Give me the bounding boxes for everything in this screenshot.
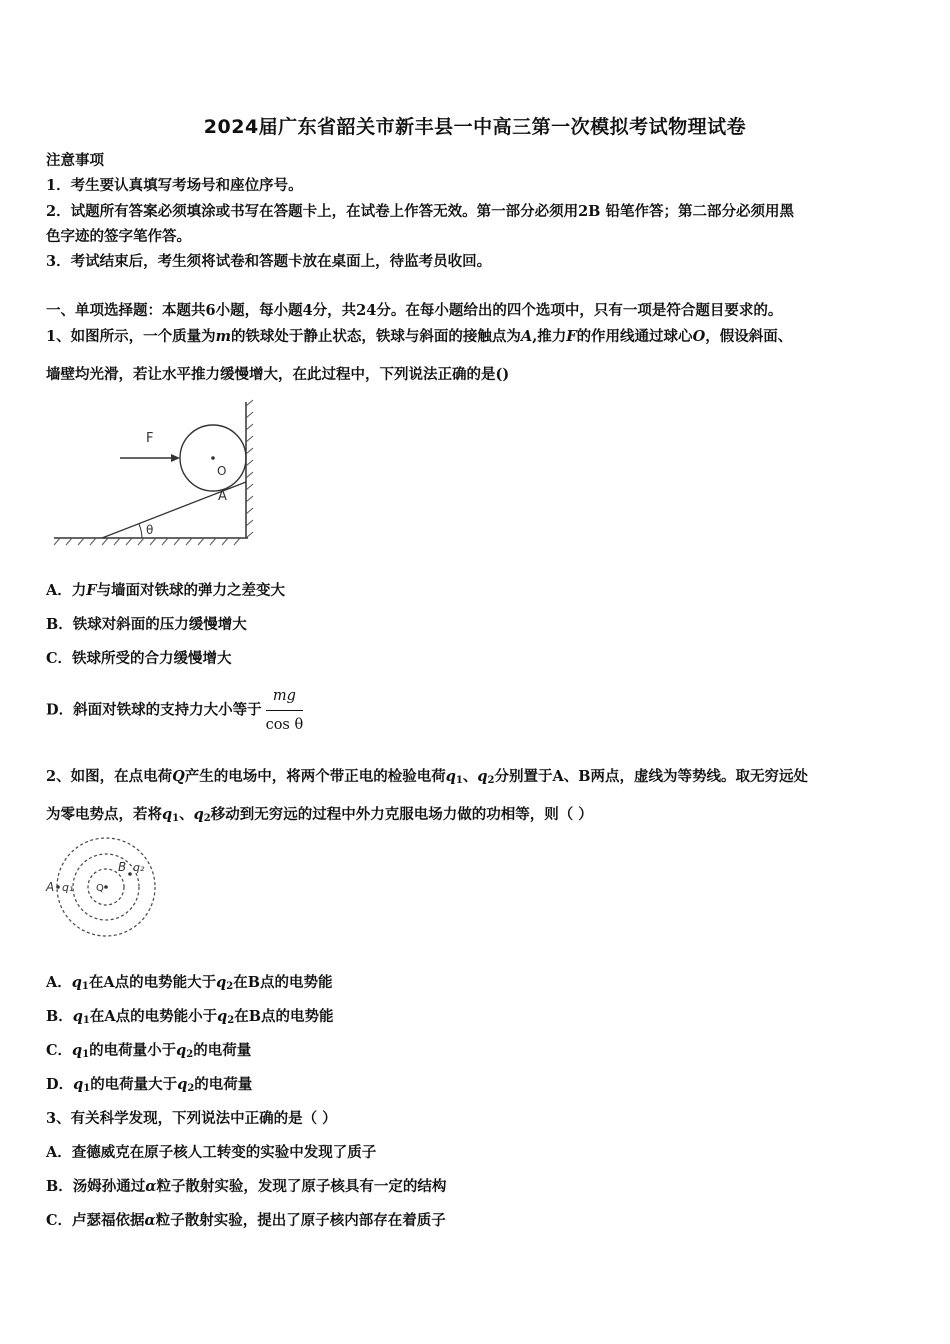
q3-optC-prefix: C．卢瑟福依据 <box>46 1212 145 1229</box>
q2-option-B <box>46 1008 334 1030</box>
q2-optD-end: 的电荷量 <box>194 1076 253 1093</box>
q1-optD-text: D．斜面对铁球的支持力大小等于 <box>46 701 262 719</box>
q2-line2-sep: 、 <box>179 806 194 823</box>
q2-optC-prefix: C． <box>46 1042 73 1059</box>
q1-option-D <box>46 684 303 737</box>
q2-optC-q1: q <box>72 1042 83 1059</box>
notice-item-2: 2．试题所有答案必须填涂或书写在答题卡上，在试卷上作答无效。第一部分必须用2B 铅笔作答；第二部分必须用黑 <box>46 203 794 220</box>
label-B: B <box>118 860 127 874</box>
q1-stem-c: ,推力 <box>532 328 567 345</box>
q1-option-C: C．铁球所受的合力缓慢增大 <box>46 650 232 667</box>
q2-q2-subscript: 2 <box>487 775 495 786</box>
q2-optA-q1-sub: 1 <box>81 981 89 992</box>
q2-stem-a: 2、如图，在点电荷 <box>46 768 173 785</box>
theta-arc <box>139 524 142 538</box>
q1-point-A: A <box>520 328 533 345</box>
q2-optD-mid: 的电荷量大于 <box>90 1076 178 1093</box>
q2-optD-q1: q <box>73 1076 84 1093</box>
q3-option-C <box>46 1212 446 1230</box>
q2-optA-mid: 在A点的电势能大于 <box>88 974 217 991</box>
q2-optB-q1-sub: 1 <box>82 1015 90 1026</box>
q2-optD-q2: q <box>177 1076 188 1093</box>
q2-charge-Q: Q <box>172 768 185 785</box>
q3-option-A: A．查德威克在原子核人工转变的实验中发现了质子 <box>46 1144 377 1161</box>
q1-optA-text: 与墙面对铁球的弹力之差变大 <box>96 582 286 599</box>
label-q2: q₂ <box>133 861 145 874</box>
page-title: 2024届广东省韶关市新丰县一中高三第一次模拟考试物理试卷 <box>203 116 747 138</box>
label-theta: θ <box>146 523 154 537</box>
q1-optA-F: F <box>86 582 97 599</box>
label-F: F <box>146 431 154 446</box>
notice-heading: 注意事项 <box>46 152 104 169</box>
q1-stem-b: 的铁球处于静止状态，铁球与斜面的接触点为 <box>230 328 521 345</box>
notice-item-1: 1．考生要认真填写考场号和座位序号。 <box>46 177 303 194</box>
q2-optC-end: 的电荷量 <box>193 1042 252 1059</box>
q2-optB-prefix: B． <box>46 1008 73 1025</box>
point-B-dot <box>128 872 132 876</box>
q3-option-B <box>46 1178 446 1196</box>
q3-optC-text: 粒子散射实验，提出了原子核内部存在着质子 <box>155 1212 446 1229</box>
charge-Q-dot <box>104 885 108 889</box>
q2-stem-line2 <box>46 806 593 828</box>
q2-q1-symbol: q <box>445 768 456 785</box>
q2-stem <box>46 768 808 790</box>
q3-stem: 3、有关科学发现，下列说法中正确的是（ ） <box>46 1110 337 1127</box>
q2-line2-q2-sub: 2 <box>203 813 211 824</box>
wall-hatching <box>246 400 253 538</box>
label-A: A <box>218 489 227 504</box>
fraction-numerator: mg <box>266 684 304 711</box>
q2-optB-end: 在B点的电势能 <box>234 1008 334 1025</box>
q2-q1-subscript: 1 <box>455 775 463 786</box>
label-O: O <box>217 464 227 478</box>
q2-optA-q2: q <box>216 974 227 991</box>
q2-q2-symbol: q <box>477 768 488 785</box>
q3-optB-text: 粒子散射实验，发现了原子核具有一定的结构 <box>156 1178 447 1195</box>
section-heading: 一、单项选择题：本题共6小题，每小题4分，共24分。在每小题给出的四个选项中，只有一项是符合题目要求的。 <box>46 302 783 319</box>
q2-line2-q1: q <box>162 806 173 823</box>
q2-optC-mid: 的电荷量小于 <box>89 1042 177 1059</box>
q1-force-F: F <box>566 328 577 345</box>
ball-center-dot <box>211 456 215 460</box>
q2-option-D <box>46 1076 252 1098</box>
q1-stem <box>46 328 792 346</box>
q2-option-A <box>46 974 333 996</box>
q2-optA-prefix: A． <box>46 974 72 991</box>
q2-line2-a: 为零电势点，若将 <box>46 806 162 823</box>
q2-optC-q2-sub: 2 <box>186 1049 194 1060</box>
q1-center-O: O <box>692 328 706 345</box>
force-F-arrowhead <box>171 454 180 462</box>
q1-mass-symbol: m <box>215 328 231 345</box>
q1-stem-e: ，假设斜面、 <box>705 328 793 345</box>
q1-stem-line2: 墙壁均光滑，若让水平推力缓慢增大，在此过程中，下列说法正确的是() <box>46 366 510 383</box>
q2-line2-q1-sub: 1 <box>172 813 180 824</box>
q2-optA-q1: q <box>71 974 82 991</box>
q2-stem-c: 分别置于A、B两点，虚线为等势线。取无穷远处 <box>494 768 808 785</box>
q1-option-B: B．铁球对斜面的压力缓慢增大 <box>46 616 247 633</box>
q2-option-C <box>46 1042 251 1064</box>
q2-line2-q2: q <box>193 806 204 823</box>
fraction-denominator: cos θ <box>265 717 304 733</box>
q1-incline-figure <box>50 398 270 548</box>
q2-optD-q2-sub: 2 <box>187 1083 195 1094</box>
label-Q: Q <box>96 883 104 894</box>
q2-optA-q2-sub: 2 <box>226 981 234 992</box>
label-A: A <box>46 880 55 894</box>
q2-separator: 、 <box>462 768 478 785</box>
label-q1: q₁ <box>62 881 74 894</box>
q3-optB-prefix: B．汤姆孙通过 <box>46 1178 146 1195</box>
q2-stem-b: 产生的电场中，将两个带正电的检验电荷 <box>184 768 446 785</box>
ground-hatching <box>54 538 240 545</box>
q2-optB-q2: q <box>217 1008 228 1025</box>
q1-option-A <box>46 582 285 600</box>
q2-optC-q2: q <box>176 1042 187 1059</box>
q1-stem-d: 的作用线通过球心 <box>576 328 693 345</box>
q2-equipotential-figure <box>44 834 174 944</box>
q2-optD-q1-sub: 1 <box>83 1083 91 1094</box>
q2-optB-q2-sub: 2 <box>227 1015 235 1026</box>
q2-optC-q1-sub: 1 <box>82 1049 90 1060</box>
q2-optA-end: 在B点的电势能 <box>233 974 333 991</box>
q1-stem-a: 1、如图所示，一个质量为 <box>46 328 216 345</box>
q1-optA-prefix: A．力 <box>46 582 87 599</box>
q3-optB-alpha: α <box>145 1178 157 1195</box>
notice-item-3: 3．考试结束后，考生须将试卷和答题卡放在桌面上，待监考员收回。 <box>46 253 492 270</box>
notice-item-2-cont: 色字迹的签字笔作答。 <box>46 228 191 245</box>
q2-optB-mid: 在A点的电势能小于 <box>89 1008 218 1025</box>
q1-optD-fraction <box>266 684 304 737</box>
q2-optB-q1: q <box>72 1008 83 1025</box>
point-A-dot <box>56 885 60 889</box>
q2-optD-prefix: D． <box>46 1076 74 1093</box>
q3-optC-alpha: α <box>144 1212 156 1229</box>
q2-line2-b: 移动到无穷远的过程中外力克服电场力做的功相等，则（ ） <box>210 806 593 823</box>
